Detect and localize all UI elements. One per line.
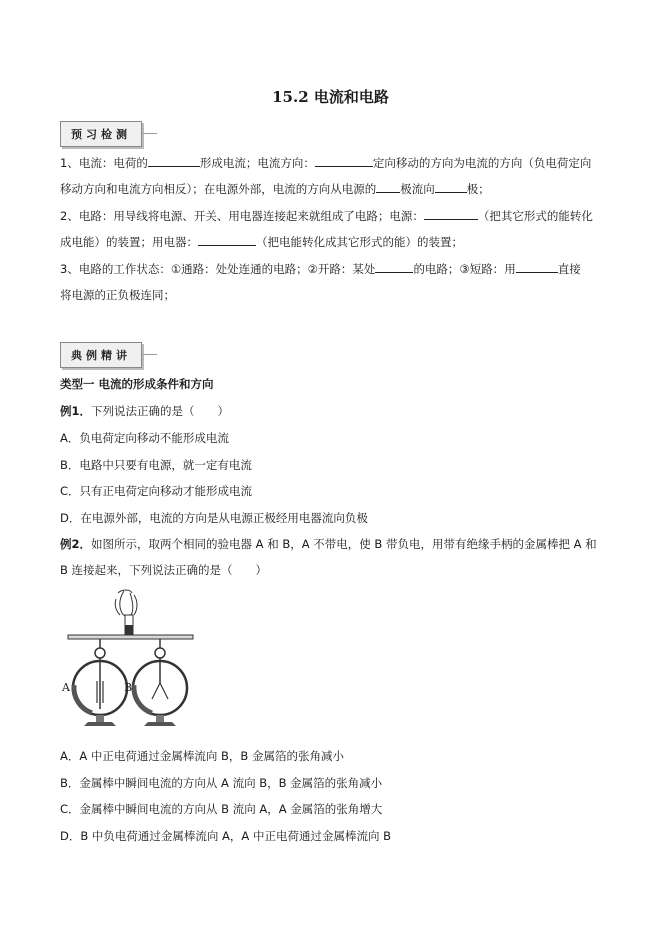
- section-badge-examples: 典例精讲: [60, 342, 142, 368]
- hand-icon: [115, 590, 137, 616]
- blank: [376, 181, 400, 193]
- section-badge-preview: 预习检测: [60, 121, 142, 147]
- label-a: A: [62, 681, 70, 694]
- ex2-option-c: C．金属棒中瞬间电流的方向从 B 流向 A，A 金属箔的张角增大: [60, 802, 383, 816]
- metal-rod: [68, 635, 193, 639]
- preview-q3-line1: 3、电路的工作状态：①通路：处处连通的电路；②开路：某处 的电路；③短路：用 直接: [60, 262, 581, 276]
- ex2-option-a: A．A 中正电荷通过金属棒流向 B，B 金属箔的张角减小: [60, 749, 344, 763]
- ex2-stem-line1: 例2．如图所示，取两个相同的验电器 A 和 B，A 不带电，使 B 带负电，用带有绝缘手柄的金属棒把 A 和: [60, 537, 597, 551]
- preview-q2-line2: 成电能）的装置；用电器： （把电能转化成其它形式的能）的装置；: [60, 235, 463, 249]
- ex1-option-c: C．只有正电荷定向移动才能形成电流: [60, 484, 253, 498]
- preview-q1-line2: 移动方向和电流方向相反）；在电源外部，电流的方向从电源的 极流向 极；: [60, 182, 490, 196]
- page-title: 15.2 电流和电路: [272, 88, 389, 106]
- blank: [516, 261, 558, 273]
- preview-q1-line1: 1、电流：电荷的 形成电流；电流方向： 定向移动的方向为电流的方向（负电荷定向: [60, 156, 592, 170]
- blank: [148, 155, 200, 167]
- ex1-option-d: D．在电源外部，电流的方向是从电源正极经用电器流向负极: [60, 511, 368, 525]
- blank: [424, 208, 478, 220]
- ex1-stem: 例1．下列说法正确的是（ ）: [60, 404, 230, 418]
- blank: [198, 234, 256, 246]
- blank: [315, 155, 373, 167]
- ex2-option-d: D．B 中负电荷通过金属棒流向 A，A 中正电荷通过金属棒流向 B: [60, 829, 391, 843]
- ex2-stem-line2: B 连接起来，下列说法正确的是（ ）: [60, 563, 268, 577]
- preview-q3-line2: 将电源的正负极连同；: [60, 288, 175, 302]
- electroscope-figure: [60, 585, 195, 730]
- ex1-option-b: B．电路中只要有电源，就一定有电流: [60, 458, 252, 472]
- blank: [375, 261, 413, 273]
- electroscope-b: [133, 639, 187, 726]
- ex2-option-b: B．金属棒中瞬间电流的方向从 A 流向 B，B 金属箔的张角减小: [60, 776, 383, 790]
- type1-heading: 类型一 电流的形成条件和方向: [60, 377, 214, 391]
- ex1-option-a: A．负电荷定向移动不能形成电流: [60, 431, 229, 445]
- label-b: B: [124, 681, 133, 694]
- preview-q2-line1: 2、电路：用导线将电源、开关、用电器连接起来就组成了电路；电源： （把其它形式的能转化: [60, 209, 593, 223]
- electroscope-a: [73, 639, 127, 726]
- blank: [435, 181, 467, 193]
